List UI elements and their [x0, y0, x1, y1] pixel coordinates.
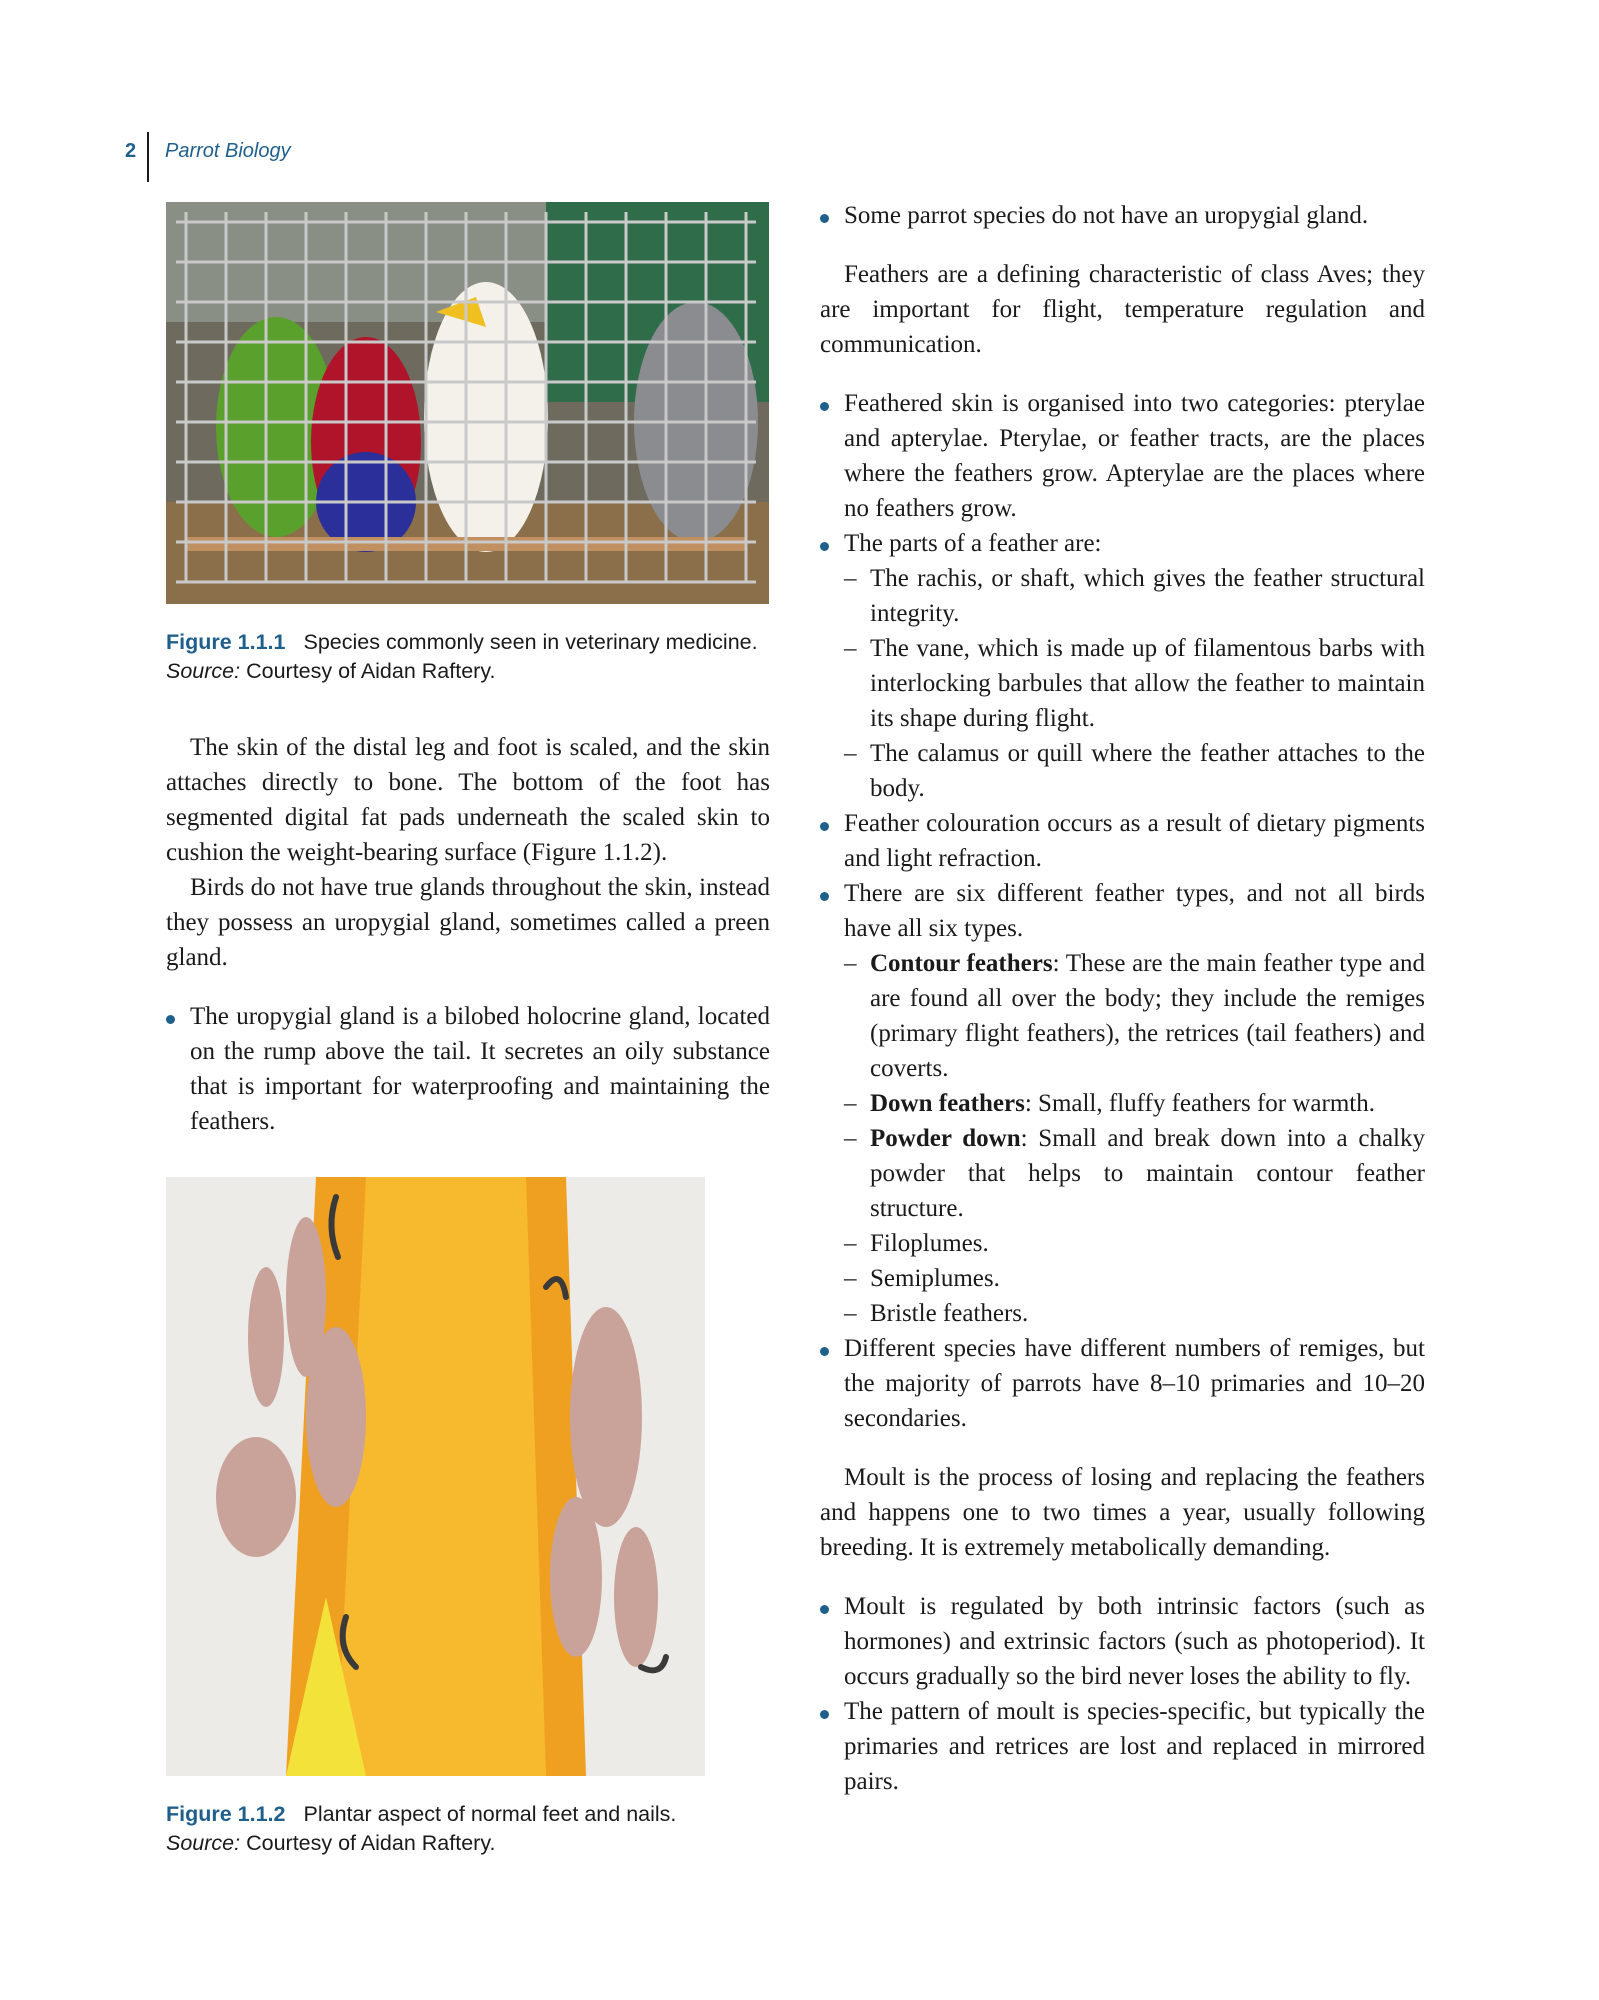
feather-type-text: Semiplumes.	[870, 1265, 1000, 1292]
figure1-source-label: Source:	[166, 659, 241, 683]
paragraph-glands: Birds do not have true glands throughout the skin, instead they possess an uropygial gland, sometimes called a preen gland.	[166, 874, 770, 971]
page-number: 2	[125, 140, 137, 162]
figure2-label: Figure 1.1.2	[166, 1802, 286, 1826]
feather-type-text: Filoplumes.	[870, 1230, 989, 1257]
feather-type-term: Contour feathers	[870, 950, 1053, 977]
list-item: Moult is regulated by both intrinsic factors (such as hormones) and extrinsic factors (such as photoperiod). It occurs gradually so the bird never loses the ability to fly.	[820, 1589, 1425, 1694]
uropygial-absence-list	[820, 198, 1425, 233]
sub-list-item	[844, 1261, 1425, 1296]
list-item: The pattern of moult is species-specific, but typically the primaries and retrices are lost and replaced in mirrored pairs.	[820, 1694, 1425, 1799]
paragraph-feathers: Feathers are a defining characteristic of class Aves; they are important for flight, temperature regulation and communication.	[820, 261, 1425, 358]
uropygial-list	[166, 999, 770, 1139]
figure2-source-text: Courtesy of Aidan Raftery.	[246, 1831, 496, 1855]
figure1-caption	[166, 628, 770, 686]
list-item: Feather colouration occurs as a result of dietary pigments and light refraction.	[820, 806, 1425, 876]
feather-facts-list	[820, 386, 1425, 1436]
sub-list-item	[844, 1226, 1425, 1261]
sub-list-item	[844, 1296, 1425, 1331]
figure1-source-text: Courtesy of Aidan Raftery.	[246, 659, 496, 683]
moult-list	[820, 1589, 1425, 1799]
feather-type-text: : Small, fluffy feathers for warmth.	[1024, 1090, 1375, 1117]
sub-list-item	[844, 946, 1425, 1086]
feather-type-term: Down feathers	[870, 1090, 1025, 1117]
list-item: The uropygial gland is a bilobed holocrine gland, located on the rump above the tail. It secretes an oily substance that is important for waterproofing and maintaining the feathers.	[166, 999, 770, 1139]
list-item: Different species have different numbers of remiges, but the majority of parrots have 8–10 primaries and 10–20 secondaries.	[820, 1331, 1425, 1436]
feather-types-intro: There are six different feather types, and not all birds have all six types.	[844, 880, 1425, 942]
figure2-caption	[166, 1800, 770, 1858]
list-item: Some parrot species do not have an uropygial gland.	[820, 198, 1425, 233]
figure1-label: Figure 1.1.1	[166, 630, 286, 654]
header-divider	[147, 132, 149, 182]
sub-list-item: – The rachis, or shaft, which gives the feather structural integrity.	[844, 561, 1425, 631]
list-item: Feathered skin is organised into two categories: pterylae and apterylae. Pterylae, or feather tracts, are the places where the feathers grow. Apterylae are the places where no feathers grow.	[820, 386, 1425, 526]
running-title: Parrot Biology	[165, 140, 291, 162]
feather-type-term: Powder down	[870, 1125, 1021, 1152]
list-item	[820, 876, 1425, 1331]
list-item	[820, 526, 1425, 806]
sub-list-item	[844, 1086, 1425, 1121]
feather-type-text: : Small and break down into a chalky powder that helps to maintain contour feather structure.	[870, 1125, 1425, 1222]
figure-parrot-feet-photo	[166, 1177, 705, 1776]
sub-list-item	[844, 1121, 1425, 1226]
figure2-caption-text: Plantar aspect of normal feet and nails.	[303, 1802, 677, 1826]
feather-type-text: : These are the main feather type and are found all over the body; they include the remiges (primary flight feathers), the retrices (tail feathers) and coverts.	[870, 950, 1425, 1082]
feather-parts-list	[844, 561, 1425, 806]
sub-list-item: – The calamus or quill where the feather attaches to the body.	[844, 736, 1425, 806]
feather-types-list	[844, 946, 1425, 1331]
paragraph-moult: Moult is the process of losing and replacing the feathers and happens one to two times a year, usually following breeding. It is extremely metabolically demanding.	[820, 1464, 1425, 1561]
sub-list-item: – The vane, which is made up of filamentous barbs with interlocking barbules that allow the feather to maintain its shape during flight.	[844, 631, 1425, 736]
feather-type-text: Bristle feathers.	[870, 1300, 1029, 1327]
figure-parrots-cage-photo	[166, 202, 769, 604]
paragraph-scaled-skin: The skin of the distal leg and foot is scaled, and the skin attaches directly to bone. The bottom of the foot has segmented digital fat pads underneath the scaled skin to cushion the weight-bearing surface (Figure 1.1.2).	[166, 734, 770, 866]
figure1-caption-text: Species commonly seen in veterinary medicine.	[303, 630, 758, 654]
feather-parts-intro: The parts of a feather are:	[844, 530, 1102, 557]
left-column	[166, 202, 770, 1858]
figure2-source-label: Source:	[166, 1831, 241, 1855]
right-column	[820, 198, 1425, 1799]
